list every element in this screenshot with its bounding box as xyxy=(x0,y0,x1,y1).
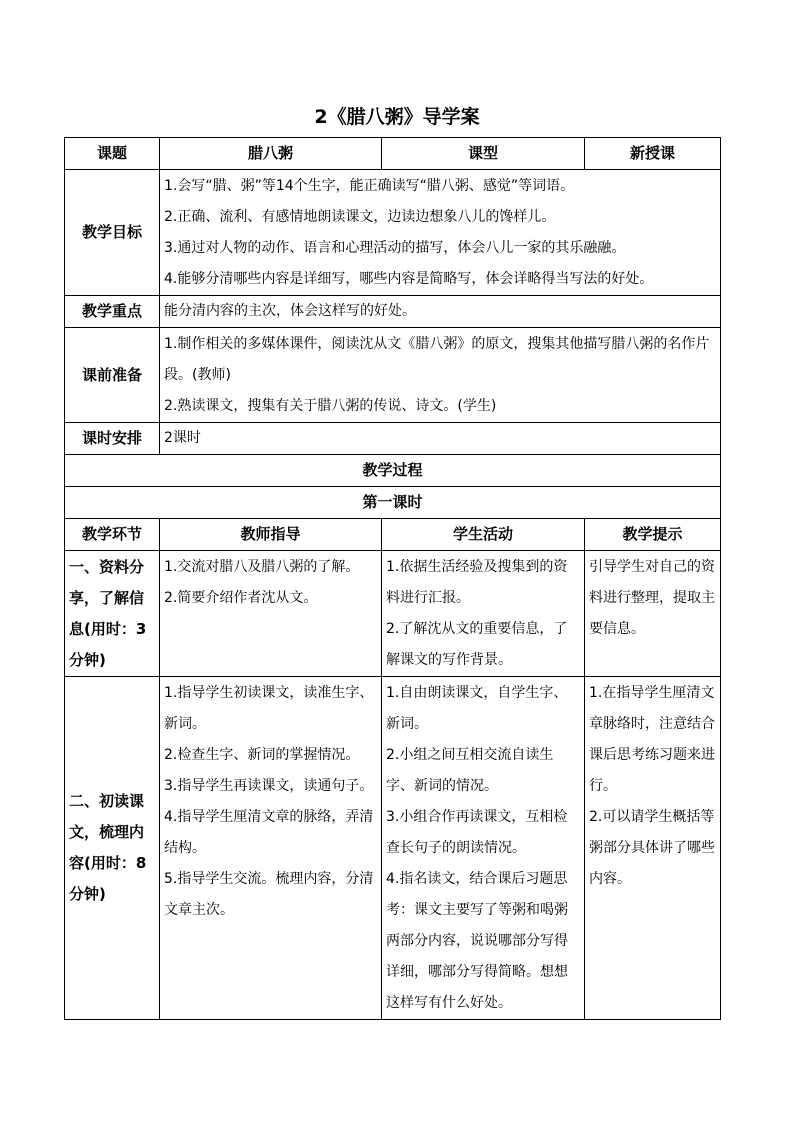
prep-item: 1.制作相关的多媒体课件，阅读沈从文《腊八粥》的原文，搜集其他描写腊八粥的名作片段。(教师) xyxy=(164,336,710,383)
column-header: 学生活动 xyxy=(382,519,585,551)
goals-row xyxy=(65,170,721,296)
list-item: 3.指导学生再读课文，读通句子。 xyxy=(164,778,374,794)
table-row xyxy=(65,677,721,1020)
goal-item: 4.能够分清哪些内容是详细写，哪些内容是简略写，体会详略得当写法的好处。 xyxy=(164,271,654,287)
list-item: 引导学生对自己的资料进行整理，提取主要信息。 xyxy=(589,559,715,637)
list-item: 2.可以请学生概括等粥部分具体讲了哪些内容。 xyxy=(589,809,715,887)
stage-cell: 二、初读课文，梳理内容(用时：8分钟) xyxy=(65,677,160,1020)
table-row xyxy=(65,551,721,677)
lesson-title-row xyxy=(65,487,721,519)
list-item: 5.指导学生交流。梳理内容，分清文章主次。 xyxy=(164,871,374,918)
goal-item: 3.通过对人物的动作、语言和心理活动的描写，体会八儿一家的其乐融融。 xyxy=(164,240,626,256)
list-item: 1.交流对腊八及腊八粥的了解。 xyxy=(164,559,360,575)
column-header: 教师指导 xyxy=(160,519,382,551)
prep-item: 2.熟读课文，搜集有关于腊八粥的传说、诗文。(学生) xyxy=(164,398,497,414)
topic-value: 腊八粥 xyxy=(160,138,382,170)
process-title: 教学过程 xyxy=(65,455,721,487)
student-cell xyxy=(382,551,585,677)
goals-list xyxy=(160,170,721,296)
schedule-label: 课时安排 xyxy=(65,423,160,455)
header-row xyxy=(65,138,721,170)
goal-item: 1.会写“腊、粥”等14个生字，能正确读写“腊八粥、感觉”等词语。 xyxy=(164,178,575,194)
focus-label: 教学重点 xyxy=(65,296,160,328)
prep-label: 课前准备 xyxy=(65,328,160,423)
lesson-plan-table xyxy=(64,137,721,1020)
focus-value: 能分清内容的主次，体会这样写的好处。 xyxy=(160,296,721,328)
list-item: 2.了解沈从文的重要信息，了解课文的写作背景。 xyxy=(386,621,568,668)
list-item: 2.小组之间互相交流自读生字、新词的情况。 xyxy=(386,747,554,794)
process-title-row xyxy=(65,455,721,487)
column-header-row xyxy=(65,519,721,551)
list-item: 2.检查生字、新词的掌握情况。 xyxy=(164,747,360,763)
list-item: 1.依据生活经验及搜集到的资料进行汇报。 xyxy=(386,559,568,606)
type-value: 新授课 xyxy=(585,138,721,170)
tip-cell xyxy=(585,551,721,677)
list-item: 1.自由朗读课文，自学生字、新词。 xyxy=(386,685,568,732)
list-item: 1.在指导学生厘清文章脉络时，注意结合课后思考练习题来进行。 xyxy=(589,685,715,794)
goals-label: 教学目标 xyxy=(65,170,160,296)
topic-label: 课题 xyxy=(65,138,160,170)
list-item: 2.简要介绍作者沈从文。 xyxy=(164,590,318,606)
schedule-row xyxy=(65,423,721,455)
goal-item: 2.正确、流利、有感情地朗读课文，边读边想象八儿的馋样儿。 xyxy=(164,209,556,225)
list-item: 1.指导学生初读课文，读准生字、新词。 xyxy=(164,685,374,732)
focus-row xyxy=(65,296,721,328)
column-header: 教学环节 xyxy=(65,519,160,551)
page-title: 2《腊八粥》导学案 xyxy=(314,106,480,128)
student-cell xyxy=(382,677,585,1020)
tip-cell xyxy=(585,677,721,1020)
list-item: 4.指导学生厘清文章的脉络，弄清结构。 xyxy=(164,809,374,856)
prep-list xyxy=(160,328,721,423)
schedule-value: 2课时 xyxy=(160,423,721,455)
lesson-title: 第一课时 xyxy=(65,487,721,519)
list-item: 3.小组合作再读课文，互相检查长句子的朗读情况。 xyxy=(386,809,568,856)
teacher-cell xyxy=(160,677,382,1020)
type-label: 课型 xyxy=(382,138,585,170)
list-item: 4.指名读文，结合课后习题思考：课文主要写了等粥和喝粥两部分内容，说说哪部分写得详细，哪部分写得简略。想想这样写有什么好处。 xyxy=(386,871,568,1011)
stage-cell: 一、资料分享，了解信息(用时：3分钟) xyxy=(65,551,160,677)
column-header: 教学提示 xyxy=(585,519,721,551)
teacher-cell xyxy=(160,551,382,677)
prep-row xyxy=(65,328,721,423)
